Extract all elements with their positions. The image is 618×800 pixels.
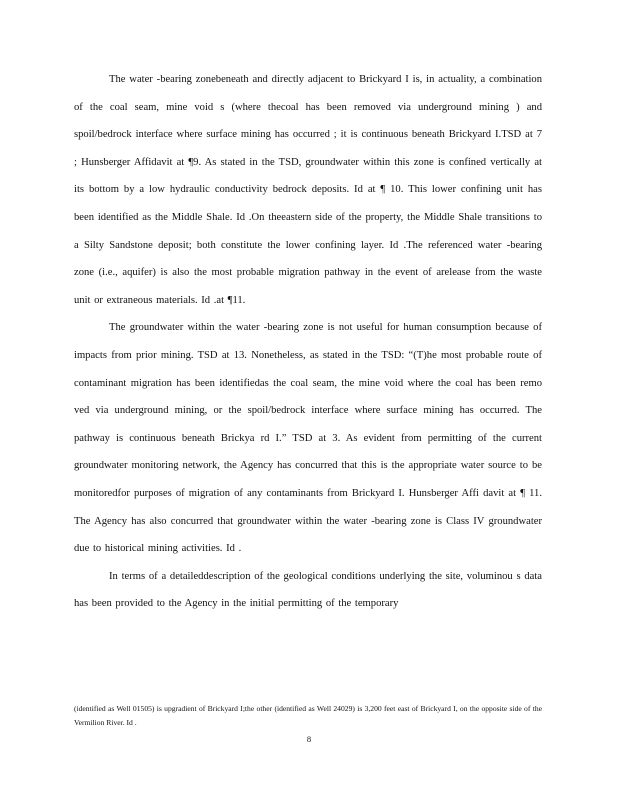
paragraph-water-bearing-zone: The water -bearing zonebeneath and directly adjacent to Brickyard I is, in actuality, a combination of the coal seam, mine void s (where thecoal has been removed via underground mining ) and spoil/bedrock interface where surface mining has occurred ; it is continuous beneath Brickyard I.TSD at 7 ; Hunsberger Affidavit at ¶9. As stated in the TSD, groundwater within this zone is confined vertically at its bottom by a low hydraulic conductivity bedrock deposits. Id at ¶ 10. This lower confining unit has been identified as the Middle Shale. Id .On theeastern side of the property, the Middle Shale transitions to a Silty Sandstone deposit; both constitute the lower confining layer. Id .The referenced water -bearing zone (i.e., aquifer) is also the most probable migration pathway in the event of arelease from the waste unit or extraneous materials. Id .at ¶11. [74, 74, 542, 306]
paragraph-geological-description: In terms of a detaileddescription of the geological conditions underlying the site, voluminou s data has been provided to the Agency in the initial permitting of the temporary [74, 570, 542, 610]
footnote: (identified as Well 01505) is upgradient of Brickyard I;the other (identified as Well 24029) is 3,200 feet east of Brickyard I, on the opposite side of the Vermilion River. Id . [74, 704, 542, 727]
paragraph-groundwater-use: The groundwater within the water -bearing zone is not useful for human consumption because of impacts from prior mining. TSD at 13. Nonetheless, as stated in the TSD: “(T)he most probable route of contaminant migration has been identifiedas the coal seam, the mine void where the coal has been remo ved via underground mining, or the spoil/bedrock interface where surface mining has occurred. The pathway is continuous beneath Brickya rd I.” TSD at 3. As evident from permitting of the current groundwater monitoring network, the Agency has concurred that this is the appropriate water source to be monitoredfor purposes of migration of any contaminants from Brickyard I. Hunsberger Affi davit at ¶ 11. The Agency has also concurred that groundwater within the water -bearing zone is Class IV groundwater due to historical mining activities. Id . [74, 322, 542, 555]
page-number: 8 [306, 734, 312, 744]
body-text [74, 66, 542, 618]
